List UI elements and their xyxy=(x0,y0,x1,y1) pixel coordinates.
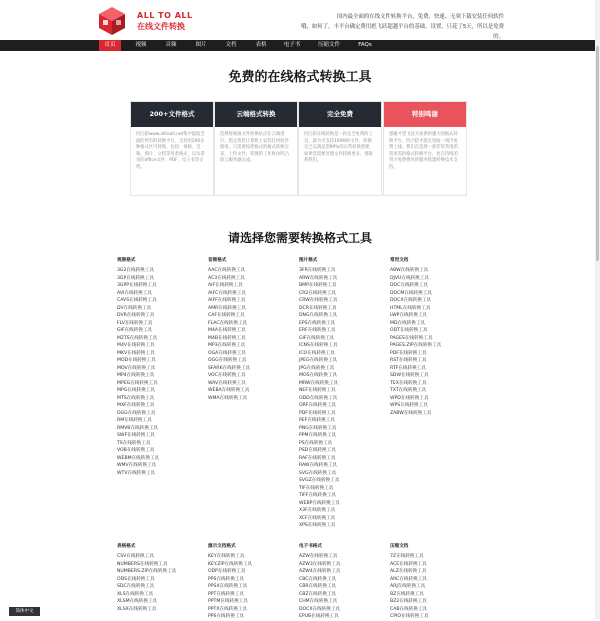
tool-link[interactable]: MOS在线转换工具 xyxy=(299,373,338,378)
tool-link[interactable]: MXF在线转换工具 xyxy=(117,403,155,408)
tool-column-ebook xyxy=(299,543,340,621)
tool-link[interactable]: OGG在线转换工具 xyxy=(208,358,247,363)
tool-link[interactable]: DVR在线转换工具 xyxy=(117,313,155,318)
tool-link[interactable]: PDF在线转换工具 xyxy=(390,350,427,356)
tool-link[interactable]: MTS在线转换工具 xyxy=(117,395,155,401)
tool-link[interactable]: PAGES在线转换工具 xyxy=(390,335,433,341)
tool-link[interactable]: XPS在线转换工具 xyxy=(299,523,336,528)
tool-link[interactable]: FLAC在线转换工具 xyxy=(208,320,248,326)
nav-archive[interactable]: 压缩文件 xyxy=(317,42,340,48)
tool-link[interactable]: TIF在线转换工具 xyxy=(299,485,334,491)
tool-link[interactable]: XLSM在线转换工具 xyxy=(117,599,158,604)
tool-link[interactable]: MPEG在线转换工具 xyxy=(117,380,158,386)
tool-link[interactable]: KEY.ZIP在线转换工具 xyxy=(208,561,253,567)
tool-column-archive xyxy=(390,543,429,621)
tool-column-heading: 压缩文档 xyxy=(390,544,409,549)
tool-column-heading: 表格格式 xyxy=(117,544,136,549)
tool-link[interactable]: ORF在线转换工具 xyxy=(299,403,337,408)
tool-link[interactable]: ODS在线转换工具 xyxy=(117,576,155,582)
tool-link[interactable]: PS在线转换工具 xyxy=(299,440,333,446)
feature-card-title: 特别鸣谢 xyxy=(384,102,466,127)
tool-link[interactable]: CAF在线转换工具 xyxy=(208,313,245,318)
tool-link[interactable]: SDC在线转换工具 xyxy=(117,584,155,589)
tool-link[interactable]: CPIO在线转换工具 xyxy=(390,614,429,619)
tool-link[interactable]: MP3在线转换工具 xyxy=(208,343,246,348)
tool-link[interactable]: XLSX在线转换工具 xyxy=(117,606,157,612)
tool-link[interactable]: RM在线转换工具 xyxy=(117,418,152,423)
brand-name-en: ALL TO ALL xyxy=(137,11,193,20)
tool-link[interactable]: XLS在线转换工具 xyxy=(117,591,154,597)
tool-link[interactable]: WEBM在线转换工具 xyxy=(117,455,160,461)
tool-link[interactable]: FLV在线转换工具 xyxy=(117,320,153,326)
page-scrollbar[interactable] xyxy=(595,0,600,619)
tool-link[interactable]: WPD在线转换工具 xyxy=(390,395,429,401)
tool-link[interactable]: GIF在线转换工具 xyxy=(299,335,335,341)
tool-link[interactable]: PPM在线转换工具 xyxy=(299,433,337,438)
site-intro xyxy=(299,12,504,42)
tool-link[interactable]: CBR在线转换工具 xyxy=(299,584,337,589)
tool-link[interactable]: AIF在线转换工具 xyxy=(208,283,243,288)
tool-link[interactable]: NUMBERS.ZIP在线转换工具 xyxy=(117,569,177,574)
feature-card-free xyxy=(298,101,382,196)
tool-column-heading: 常用文档 xyxy=(390,258,409,263)
tool-link[interactable]: AIFC在线转换工具 xyxy=(208,290,246,296)
tool-link[interactable]: 3FR在线转换工具 xyxy=(299,268,336,273)
scrollbar-thumb[interactable] xyxy=(596,46,599,261)
tool-link[interactable]: NEF在线转换工具 xyxy=(299,388,336,393)
tool-link[interactable]: PPS在线转换工具 xyxy=(208,614,245,619)
nav-audio[interactable]: 音频 xyxy=(165,42,177,48)
site-header xyxy=(0,0,600,40)
tool-link[interactable]: WEBA在线转换工具 xyxy=(208,388,250,393)
tool-link[interactable]: AMR在线转换工具 xyxy=(208,305,246,311)
tool-link[interactable]: ARC在线转换工具 xyxy=(390,576,427,582)
nav-faqs[interactable]: FAQs xyxy=(358,42,372,48)
tool-link[interactable]: PDF在线转换工具 xyxy=(299,410,336,416)
tool-link[interactable]: 3G2在线转换工具 xyxy=(117,268,154,273)
tool-link[interactable]: WEBP在线转换工具 xyxy=(299,500,340,506)
tool-link[interactable]: EPS在线转换工具 xyxy=(299,320,336,326)
tool-link[interactable]: M4B在线转换工具 xyxy=(208,335,246,341)
tool-link[interactable]: VOB在线转换工具 xyxy=(117,448,155,453)
tool-link[interactable]: TXT在线转换工具 xyxy=(390,388,427,393)
tool-column-image xyxy=(299,257,340,530)
tool-column-heading: 电子书格式 xyxy=(299,544,322,549)
tool-link[interactable]: TS在线转换工具 xyxy=(117,440,151,446)
tool-link[interactable]: MPG在线转换工具 xyxy=(117,388,155,393)
tool-link[interactable]: PPSX在线转换工具 xyxy=(208,584,248,589)
tool-link[interactable]: TIFF在线转换工具 xyxy=(299,493,337,498)
tool-link[interactable]: GIF在线转换工具 xyxy=(117,328,153,333)
tool-link[interactable]: CR2在线转换工具 xyxy=(299,290,336,296)
tool-link[interactable]: CAB在线转换工具 xyxy=(390,606,428,612)
tool-link[interactable]: HTML在线转换工具 xyxy=(390,305,431,311)
tool-link[interactable]: JPEG在线转换工具 xyxy=(299,358,338,363)
tool-link[interactable]: MD在线转换工具 xyxy=(390,320,426,326)
tool-link[interactable]: RTF在线转换工具 xyxy=(390,365,426,371)
tool-link[interactable]: ODP在线转换工具 xyxy=(208,569,246,574)
tool-link[interactable]: VOC在线转换工具 xyxy=(208,373,246,378)
tool-link[interactable]: 3GP在线转换工具 xyxy=(117,275,154,281)
tool-link[interactable]: XCF在线转换工具 xyxy=(299,515,336,521)
tool-link[interactable]: M2TS在线转换工具 xyxy=(117,335,158,341)
tool-link[interactable]: OGG在线转换工具 xyxy=(117,410,156,416)
tool-link[interactable]: CSV在线转换工具 xyxy=(117,554,154,559)
tool-link[interactable]: PNG在线转换工具 xyxy=(299,425,337,431)
tool-link[interactable]: EPUB在线转换工具 xyxy=(299,614,339,619)
tool-link[interactable]: JPG在线转换工具 xyxy=(299,365,335,371)
feature-card-title: 云端格式转换 xyxy=(215,102,297,127)
tool-link[interactable]: DNG在线转换工具 xyxy=(299,313,338,318)
tool-link[interactable]: SVGZ在线转换工具 xyxy=(299,478,340,483)
tool-link[interactable]: CRW在线转换工具 xyxy=(299,298,338,303)
tool-link[interactable]: BMP在线转换工具 xyxy=(299,283,337,288)
tool-link[interactable]: SFARK在线转换工具 xyxy=(208,365,251,371)
tool-link[interactable]: TEX在线转换工具 xyxy=(390,380,427,386)
tools-section-title: 请选择您需要转换格式工具 xyxy=(227,231,372,245)
tool-column-audio xyxy=(208,257,250,402)
feature-card-title: 200+文件格式 xyxy=(131,102,213,127)
tool-link[interactable]: PPS在线转换工具 xyxy=(208,576,245,582)
tool-link[interactable]: WPS在线转换工具 xyxy=(390,403,428,408)
tool-link[interactable]: X3F在线转换工具 xyxy=(299,508,336,513)
feature-card-body: 感谢才望飞技方面供的强大的格式转换平台，凹凸防才能在短短一周内免费上线。我们在选择一款非常常用的适用需的格式转换平台，也在持续的努力免费费用的服务搭建转换技术支持。 xyxy=(389,132,458,170)
tool-column-spreadsheet xyxy=(117,543,176,613)
feature-card-body: 凹凸防www.alltoall.net集中提取全面的所有的转换平台，支持的200多种格式区可转换，包括：视频、音频、图片、文档等各类格式，以及常见的office文件、PDF、电子书等文档。 xyxy=(136,132,205,170)
tool-link[interactable]: AZW4在线转换工具 xyxy=(299,569,341,574)
tool-link[interactable]: OGA在线转换工具 xyxy=(208,350,246,356)
tool-column-video xyxy=(117,257,159,477)
tool-link[interactable]: PPT在线转换工具 xyxy=(208,591,244,597)
tool-link[interactable]: MRW在线转换工具 xyxy=(299,380,339,386)
tool-link[interactable]: RAW在线转换工具 xyxy=(299,463,338,468)
tool-link[interactable]: DOC在线转换工具 xyxy=(390,283,428,288)
site-intro-line-2: 哦，如何了，丰平台确定费用彪飞跃超越平台的基础，设置，只花了5天，所以是免费的。 xyxy=(301,24,504,40)
tool-link[interactable]: CHM在线转换工具 xyxy=(299,599,338,604)
tool-column-heading: 演示文档格式 xyxy=(208,544,236,549)
tool-link[interactable]: MKV在线转换工具 xyxy=(117,350,155,356)
tool-link[interactable]: PEF在线转换工具 xyxy=(299,418,335,423)
tool-link[interactable]: ACE在线转换工具 xyxy=(390,561,427,567)
tool-link[interactable]: KEY在线转换工具 xyxy=(208,554,245,559)
tool-link[interactable]: ODD在线转换工具 xyxy=(299,395,338,401)
tool-link[interactable]: ICNS在线转换工具 xyxy=(299,343,338,348)
tool-link[interactable]: 7Z在线转换工具 xyxy=(390,554,424,559)
tool-link[interactable]: AZW3在线转换工具 xyxy=(299,561,341,567)
tool-link[interactable]: ABW在线转换工具 xyxy=(390,268,429,273)
tool-link[interactable]: AZW在线转换工具 xyxy=(299,554,338,559)
tool-link[interactable]: DJVU在线转换工具 xyxy=(390,275,429,281)
tool-link[interactable]: MOD在线转换工具 xyxy=(117,358,156,363)
nav-image[interactable]: 图片 xyxy=(195,42,207,48)
tool-link[interactable]: LWP在线转换工具 xyxy=(390,313,428,318)
tool-link[interactable]: DOCX在线转换工具 xyxy=(390,298,432,303)
tool-link[interactable]: M4A在线转换工具 xyxy=(208,328,246,333)
logo-cube-icon[interactable] xyxy=(97,6,127,36)
main-nav xyxy=(0,40,600,51)
nav-spreadsheet[interactable]: 表格 xyxy=(255,42,267,48)
site-intro-line-1: 国内最全面的在线文件转换平台，免费、快速、无须下载安装任何软件 xyxy=(336,14,504,20)
tool-link[interactable]: WTV在线转换工具 xyxy=(117,470,156,476)
tool-link[interactable]: ZABW在线转换工具 xyxy=(390,410,432,416)
tool-link[interactable]: AVI在线转换工具 xyxy=(117,290,152,296)
tool-link[interactable]: ICO在线转换工具 xyxy=(299,350,335,356)
tool-link[interactable]: ERF在线转换工具 xyxy=(299,328,336,333)
tool-link[interactable]: PSD在线转换工具 xyxy=(299,448,336,453)
feature-card-body: 凹凸防在线转换是一款完全免费的工具，最大可支持100M的文件，转换完已以满足您99%的日常转换需要，如果您需要处理文件转换更多，请联系我们。 xyxy=(304,132,374,164)
feature-card-body: 选择将视频文件转换站点在云端进行，借完将您计算机上安装任何软件使用，只需要按您格式的格式转换完来，上传文件，转换的工作将由凹凸防云服务器完成。 xyxy=(220,132,289,164)
tool-column-heading: 视频格式 xyxy=(117,258,136,263)
tool-link[interactable]: DOCM在线转换工具 xyxy=(390,290,432,296)
tool-link[interactable]: PPTM在线转换工具 xyxy=(208,599,248,604)
tool-link[interactable]: 3GPP在线转换工具 xyxy=(117,283,157,288)
feature-card-cloud xyxy=(214,101,298,196)
tool-column-heading: 音频格式 xyxy=(208,258,227,263)
brand-name-cn: 在线文件转换 xyxy=(137,22,185,31)
nav-video[interactable]: 视频 xyxy=(135,42,147,48)
tool-link[interactable]: CAVS在线转换工具 xyxy=(117,298,157,303)
language-button[interactable]: 简体中文 xyxy=(9,607,40,616)
tool-column-heading: 图片格式 xyxy=(299,258,318,263)
tool-link[interactable]: ODT在线转换工具 xyxy=(390,328,428,333)
tool-link[interactable]: RMVB在线转换工具 xyxy=(117,425,159,431)
tool-column-document xyxy=(390,257,441,417)
tool-link[interactable]: CBZ在线转换工具 xyxy=(299,591,337,597)
tool-link[interactable]: RST在线转换工具 xyxy=(390,358,427,363)
tool-link[interactable]: DV在线转换工具 xyxy=(117,305,152,311)
tool-link[interactable]: RAF在线转换工具 xyxy=(299,455,336,461)
tool-link[interactable]: WMA在线转换工具 xyxy=(208,395,248,401)
tool-link[interactable]: ALZ在线转换工具 xyxy=(390,569,427,574)
tool-link[interactable]: DOCX在线转换工具 xyxy=(299,606,341,612)
hero-title: 免费的在线格式转换工具 xyxy=(228,70,372,85)
nav-ebook[interactable]: 电子书 xyxy=(283,42,301,48)
tool-link[interactable]: AIFF在线转换工具 xyxy=(208,298,246,303)
tool-link[interactable]: WAV在线转换工具 xyxy=(208,380,246,386)
tool-link[interactable]: M4V在线转换工具 xyxy=(117,343,155,348)
tool-link[interactable]: NUMBERS在线转换工具 xyxy=(117,561,168,567)
tool-link[interactable]: MP4在线转换工具 xyxy=(117,373,155,378)
tool-link[interactable]: ARJ在线转换工具 xyxy=(390,584,426,589)
tool-link[interactable]: ARW在线转换工具 xyxy=(299,275,338,281)
tool-link[interactable]: WMV在线转换工具 xyxy=(117,463,157,468)
nav-home[interactable]: 首页 xyxy=(99,40,121,51)
tool-link[interactable]: PAGES.ZIP在线转换工具 xyxy=(390,343,442,348)
tool-link[interactable]: CBC在线转换工具 xyxy=(299,576,337,582)
tool-link[interactable]: SDW在线转换工具 xyxy=(390,373,429,378)
tool-link[interactable]: BZ2在线转换工具 xyxy=(390,599,427,604)
nav-document[interactable]: 文档 xyxy=(225,42,237,48)
tool-link[interactable]: MOV在线转换工具 xyxy=(117,365,156,371)
feature-card-formats xyxy=(130,101,214,196)
tool-link[interactable]: AAC在线转换工具 xyxy=(208,268,246,273)
tool-link[interactable]: DCR在线转换工具 xyxy=(299,305,337,311)
feature-card-thanks xyxy=(383,101,467,196)
tool-link[interactable]: PPTX在线转换工具 xyxy=(208,606,248,612)
tool-link[interactable]: AC3在线转换工具 xyxy=(208,275,245,281)
tool-link[interactable]: BZ在线转换工具 xyxy=(390,591,424,597)
tool-link[interactable]: SWF在线转换工具 xyxy=(117,433,155,438)
tool-column-presentation xyxy=(208,543,252,621)
tool-link[interactable]: SVG在线转换工具 xyxy=(299,470,337,476)
feature-card-title: 完全免费 xyxy=(299,102,381,127)
